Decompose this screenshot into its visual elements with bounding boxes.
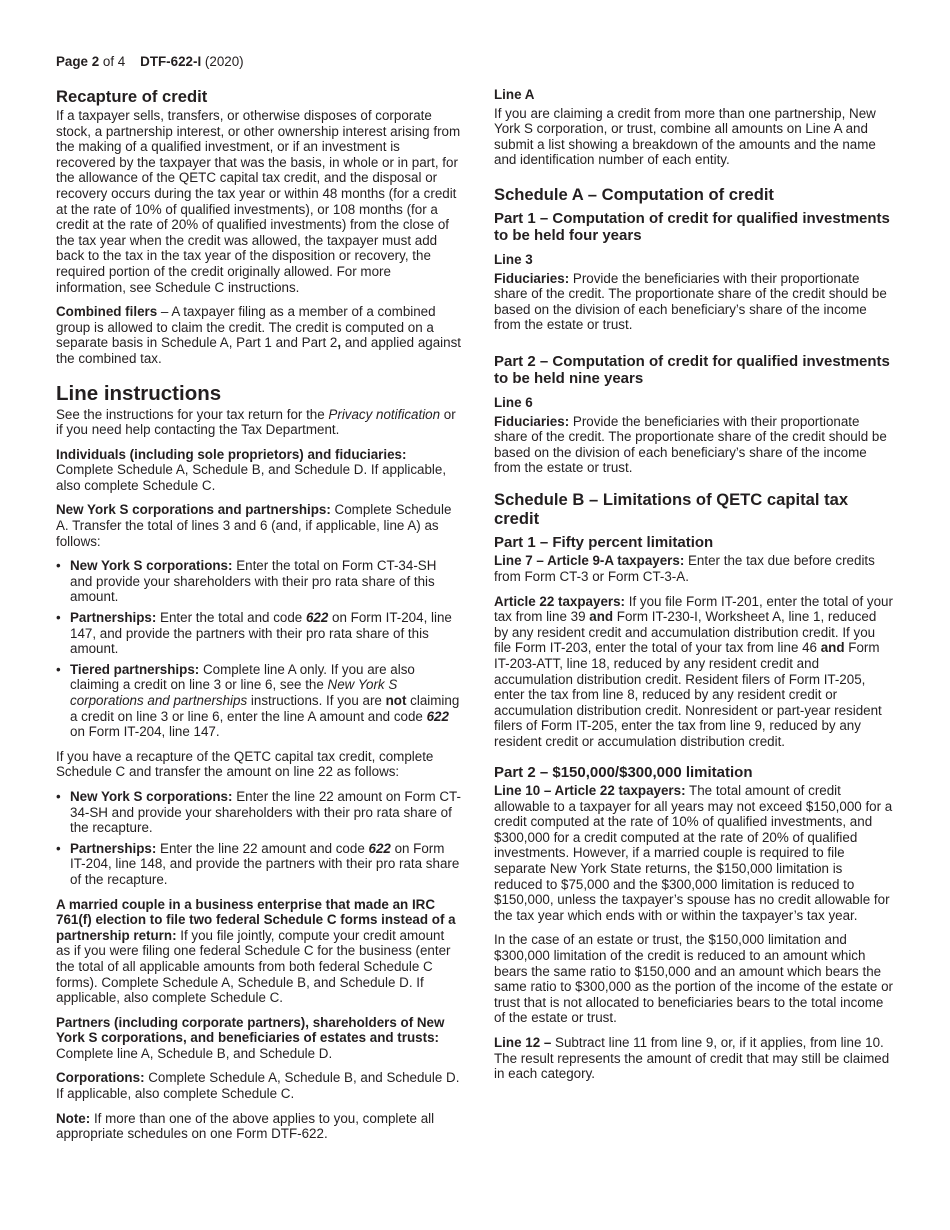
article-22-lead: Article 22 taxpayers: — [494, 593, 626, 609]
line-7-lead: Line 7 – Article 9-A taxpayers: — [494, 553, 685, 569]
article-22-text: If you file Form IT-201, enter the total of your tax from line 39 — [494, 593, 893, 625]
combined-filers-text: – A taxpayer filing as a member of a combined group is allowed to claim the credit. The credit is computed on a separate basis in Schedule A, Part 1 and Part 2 — [56, 304, 436, 351]
line-10-lead: Line 10 – Article 22 taxpayers: — [494, 783, 686, 799]
schedule-b-part2-heading: Part 2 – $150,000/$300,000 limitation — [494, 763, 753, 781]
line-12-lead: Line 12 – — [494, 1034, 552, 1050]
line-a-paragraph: If you are claiming a credit from more than one partnership, New York S corporation, or trust, combine all amounts on Line A and submit a list showing a breakdown of the amounts and the name and identification number of each entity. — [494, 105, 876, 168]
bullet-text: Enter the total on Form CT-34-SH and provide your shareholders with their pro rata share of this amount. — [70, 558, 437, 605]
article-22-text-mid: Form IT-230-I, Worksheet A, line 1, reduced by any resident credit and accumulation distribution credit. If you file Form IT-203, enter the total of your tax from line 46 — [494, 609, 877, 656]
recapture-heading: Recapture of credit — [56, 87, 208, 106]
bullet-text-end: on Form IT-204, line 147, and provide the partners with their pro rata share of this amount. — [70, 610, 452, 657]
page-number: Page 2 — [56, 54, 100, 69]
schedule-b-heading: Schedule B – Limitations of QETC capital tax credit — [494, 489, 849, 528]
list-item — [56, 610, 461, 657]
combined-filers-lead: Combined filers — [56, 304, 158, 320]
corporations-text: Complete Schedule A, Schedule B, and Schedule D. If applicable, also complete Schedule C. — [56, 1070, 460, 1102]
privacy-notification-ref: Privacy notification — [328, 406, 441, 422]
line-6-lead: Fiduciaries: — [494, 413, 570, 429]
corporations-lead: Corporations: — [56, 1070, 145, 1086]
line-6-paragraph — [494, 414, 894, 476]
combined-filers-paragraph — [56, 304, 461, 366]
individuals-text: Complete Schedule A, Schedule B, and Schedule D. If applicable, also complete Schedule C. — [56, 462, 447, 493]
line-6-text: Provide the beneficiaries with their proportionate share of the credit. The proportionate share of the credit should be based on the division of each beneficiary’s share of the income from the estate or trust. — [494, 413, 887, 476]
bullet-text: Complete line A only. If you are also claiming a credit on line 3 or line 6, see the — [70, 661, 415, 693]
line-7-text: Enter the tax due before credits from Form CT-3 or Form CT-3-A. — [494, 553, 875, 584]
code-622: 622 — [426, 708, 449, 724]
form-year: (2020) — [204, 54, 244, 69]
form-number: DTF-622-I — [140, 54, 202, 69]
page-header — [56, 54, 244, 69]
transfer-bullet-list — [56, 558, 461, 740]
partners-paragraph — [56, 1015, 461, 1062]
line-instructions-heading: Line instructions — [56, 381, 222, 405]
bullet-lead: Tiered partnerships: — [70, 661, 200, 677]
nys-corps-text: Complete Schedule A. Transfer the total of lines 3 and 6 (and, if applicable, line A) as follows: — [56, 502, 452, 549]
schedule-a-part2-heading: Part 2 – Computation of credit for qualified investments to be held nine years — [494, 352, 890, 388]
left-column — [56, 87, 461, 1151]
combined-filers-text-end: and applied against the combined tax. — [56, 335, 461, 366]
married-couple-paragraph — [56, 897, 461, 1006]
line-instructions-text-end: or if you need help contacting the Tax Department. — [56, 406, 456, 438]
line-3-heading: Line 3 — [494, 251, 533, 267]
right-column — [494, 87, 894, 1091]
list-item — [56, 789, 461, 836]
married-couple-text: If you file jointly, compute your credit amount as if you were filing one federal Schedule C for the business (enter the total of all applicable amounts from both federal Schedule C forms). Complete Schedule A, Schedule B, and Schedule D. If applicable, also complete Schedule C. — [56, 927, 451, 1006]
corporations-paragraph — [56, 1070, 461, 1101]
article-22-paragraph — [494, 594, 894, 750]
married-couple-lead: A married couple in a business enterprise that made an IRC 761(f) election to file two federal Schedule C forms instead of a partnership return: — [56, 896, 456, 943]
line-a-heading: Line A — [494, 87, 535, 102]
bullet-lead: New York S corporations: — [70, 788, 233, 804]
recapture-intro-paragraph: If you have a recapture of the QETC capital tax credit, complete Schedule C and transfer the amount on line 22 as follows: — [56, 748, 434, 780]
bullet-text: Enter the line 22 amount on Form CT-34-SH and provide your shareholders with their pro rata share of the recapture. — [70, 788, 461, 836]
bullet-text-mid2: claiming a credit on line 3 or line 6, enter the line A amount and code — [70, 693, 460, 724]
list-item — [56, 662, 461, 740]
list-item — [56, 558, 461, 605]
partners-text: Complete line A, Schedule B, and Schedule D. — [56, 1045, 333, 1061]
note-paragraph — [56, 1111, 461, 1142]
nys-corps-lead: New York S corporations and partnerships: — [56, 502, 331, 518]
bullet-text-end: on Form IT-204, line 147. — [70, 724, 220, 740]
partners-lead: Partners (including corporate partners), shareholders of New York S corporations, and beneficiaries of estates and trusts: — [56, 1014, 445, 1046]
bullet-emphasis: not — [385, 693, 407, 708]
bullet-italic-ref: New York S corporations and partnerships — [70, 677, 398, 708]
recapture-paragraph: If a taxpayer sells, transfers, or otherwise disposes of corporate stock, a partnership interest, or other ownership interest arising from the making of a qualified investment, or if an investment is recovered by the taxpayer that was the basis, in whole or in part, for the allowance of the QETC capital tax credit, and the disposal or recovery occurs during the tax year or within 48 months (for a credit at the rate of 10% of qualified investments), or 108 months (for a credit at the rate of 20% of qualified investments) from the close of the tax year when the credit was allowed, the taxpayer must add back to the tax in the tax year of the disposition or recovery, the required portion of the credit originally allowed. For more information, see Schedule C instructions. — [56, 108, 461, 295]
line-3-lead: Fiduciaries: — [494, 270, 570, 286]
bullet-lead: Partnerships: — [70, 610, 157, 626]
bullet-text-end: on Form IT-204, line 148, and provide the partners with their pro rata share of the recapture. — [70, 840, 460, 887]
individuals-lead: Individuals (including sole proprietors) and fiduciaries: — [56, 446, 407, 462]
schedule-a-heading: Schedule A – Computation of credit — [494, 184, 774, 204]
article-22-text-end: Form IT-203-ATT, line 18, reduced by any resident credit and accumulation distribution credit. Resident filers of Form IT-205, enter the tax from line 8, reduced by any resident credit or accumulation distribution credit. Nonresident or part-year resident filers of Form IT-205, enter the tax from line 9, reduced by any resident credit or accumulation distribution credit. — [494, 640, 882, 749]
article-22-and: and — [820, 640, 845, 656]
line-3-text: Provide the beneficiaries with their proportionate share of the credit. The proportionate share of the credit should be based on the division of each beneficiary’s share of the income from the estate or trust. — [494, 270, 887, 333]
article-22-and: and — [589, 609, 614, 625]
estate-trust-paragraph: In the case of an estate or trust, the $150,000 limitation and $300,000 limitation of the credit is reduced to an amount which bears the same ratio to $150,000 and an amount which bears the same ratio to $300,000 as the portion of the income of the estate or trust that is not allocated to beneficiaries bears to the total income of the estate or trust. — [494, 932, 893, 1026]
note-lead: Note: — [56, 1110, 91, 1126]
individuals-paragraph — [56, 447, 461, 494]
line-10-text: The total amount of credit allowable to a taxpayer for all years may not exceed $150,000 for a credit computed at the rate of 10% of qualified investments, and $300,000 for a credit computed at the rate of 20% of qualified investments. However, if a married couple is required to file separate New York State returns, the $150,000 limitation is reduced to $75,000 and the $300,000 limitation is reduced to $150,000, unless the taxpayer’s spouse has no credit allowable for the tax year which ends with or within the taxpayer’s tax year. — [494, 783, 893, 923]
nys-corps-paragraph — [56, 502, 461, 549]
line-3-paragraph — [494, 271, 894, 333]
bullet-text: Enter the line 22 amount and code — [156, 840, 369, 856]
bullet-text: Enter the total and code — [156, 610, 306, 626]
page-count: of 4 — [102, 54, 126, 69]
list-item — [56, 841, 461, 888]
code-622: 622 — [305, 610, 329, 626]
line-12-paragraph — [494, 1035, 894, 1082]
code-622: 622 — [368, 840, 391, 856]
bullet-lead: Partnerships: — [70, 840, 157, 856]
schedule-a-part1-heading: Part 1 – Computation of credit for qualified investments to be held four years — [494, 209, 890, 245]
schedule-b-part1-heading: Part 1 – Fifty percent limitation — [494, 533, 714, 551]
line-10-paragraph — [494, 783, 894, 923]
combined-filers-comma: , — [337, 335, 342, 351]
line-7-paragraph — [494, 553, 894, 584]
bullet-lead: New York S corporations: — [70, 558, 233, 574]
bullet-text-mid: instructions. If you are — [247, 693, 386, 708]
line-12-text: Subtract line 11 from line 9, or, if it applies, from line 10. The result represents the amount of credit that may still be claimed in each category. — [494, 1034, 890, 1082]
note-text: If more than one of the above applies to you, complete all appropriate schedules on one Form DTF-622. — [56, 1110, 435, 1142]
line-6-heading: Line 6 — [494, 394, 533, 410]
recapture-bullet-list — [56, 789, 461, 888]
line-instructions-paragraph — [56, 407, 461, 438]
line-instructions-text: See the instructions for your tax return for the — [56, 406, 329, 422]
